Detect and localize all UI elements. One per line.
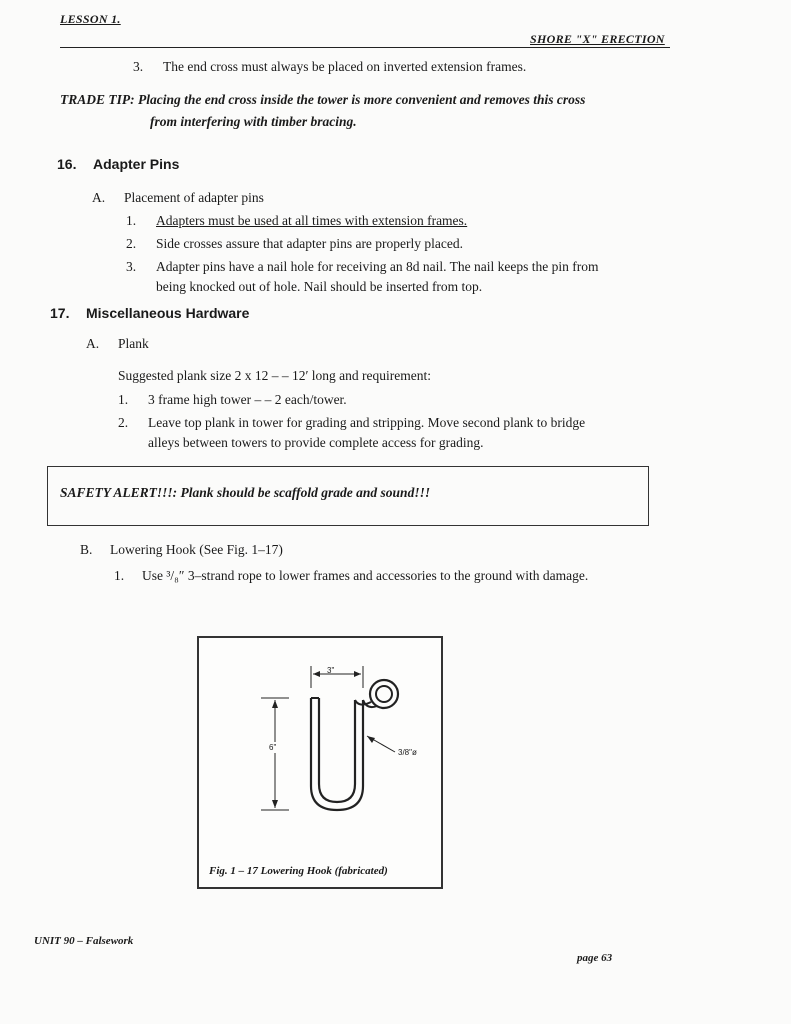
- section-b-letter: B.: [80, 542, 93, 557]
- section-16-title: Adapter Pins: [93, 156, 180, 172]
- figure-lowering-hook: [197, 636, 443, 889]
- item-num: 2.: [118, 415, 129, 430]
- dim-arrow: [354, 671, 361, 677]
- dim-arrow: [272, 700, 278, 708]
- section-17-title: Miscellaneous Hardware: [86, 305, 250, 321]
- section-b-title: Lowering Hook (See Fig. 1–17): [110, 542, 283, 557]
- trade-tip-label: TRADE TIP:: [60, 92, 135, 107]
- dim-rod-label: 3/8"ø: [398, 748, 417, 757]
- hook-eye-inner: [376, 686, 392, 702]
- header-rule: [60, 47, 670, 48]
- footer-unit: UNIT 90 – Falsework: [34, 935, 134, 947]
- trade-tip-text1: Placing the end cross inside the tower is more convenient and removes this cross: [138, 92, 586, 107]
- safety-alert-label: SAFETY ALERT!!!:: [60, 485, 178, 500]
- plank-intro: Suggested plank size 2 x 12 – – 12′ long and requirement:: [118, 368, 432, 383]
- list-item: [126, 236, 463, 252]
- trade-tip-line1: [60, 92, 585, 108]
- item-num: 2.: [126, 236, 137, 251]
- top-item-num: 3.: [133, 59, 144, 74]
- dim-arrow: [313, 671, 320, 677]
- chapter-header: SHORE "X" ERECTION: [530, 32, 665, 46]
- item-text: Adapter pins have a nail hole for receiving an 8d nail. The nail keeps the pin from: [156, 259, 599, 274]
- safety-alert: [60, 485, 430, 501]
- section-16-heading: [57, 156, 179, 172]
- section-16-sub-a-title: Placement of adapter pins: [124, 190, 264, 205]
- section-17-num: 17.: [50, 305, 70, 321]
- item-num: 1.: [118, 392, 129, 407]
- section-17-sub-a: [86, 336, 149, 352]
- section-b-heading: [80, 542, 283, 558]
- list-item: [126, 259, 598, 275]
- trade-tip-line2: from interfering with timber bracing.: [150, 114, 357, 129]
- item-text-cont: being knocked out of hole. Nail should be inserted from top.: [156, 279, 483, 294]
- lesson-header: LESSON 1.: [60, 12, 121, 26]
- section-17-sub-a-letter: A.: [86, 336, 100, 351]
- item-text: Use ³/₈″ 3–strand rope to lower frames and accessories to the ground with damage.: [142, 568, 589, 583]
- section-16-sub-a: [92, 190, 264, 206]
- safety-alert-box: [47, 466, 649, 526]
- safety-alert-text: Plank should be scaffold grade and sound!!!: [180, 485, 431, 500]
- list-item: [118, 392, 347, 408]
- section-16-num: 16.: [57, 156, 77, 172]
- section-16-sub-a-letter: A.: [92, 190, 106, 205]
- item-text: Adapters must be used at all times with extension frames.: [156, 213, 468, 228]
- item-num: 1.: [126, 213, 137, 228]
- dim-height-label: 6": [269, 743, 277, 752]
- top-item-text: The end cross must always be placed on inverted extension frames.: [163, 59, 527, 74]
- list-item: [126, 213, 467, 229]
- section-17-heading: [50, 305, 249, 321]
- item-num: 1.: [114, 568, 125, 583]
- dim-width-label: 3": [327, 666, 335, 675]
- list-item: [114, 568, 588, 584]
- item-text: Side crosses assure that adapter pins are properly placed.: [156, 236, 464, 251]
- item-text: 3 frame high tower – – 2 each/tower.: [148, 392, 347, 407]
- item-text: Leave top plank in tower for grading and stripping. Move second plank to bridge: [148, 415, 586, 430]
- dim-arrow: [367, 736, 375, 743]
- hook-eye-outer: [370, 680, 398, 708]
- hook-diagram: [199, 638, 441, 887]
- footer-page-number: page 63: [577, 952, 613, 964]
- top-item: [133, 59, 526, 75]
- hook-inner: [319, 698, 355, 802]
- item-text-cont: alleys between towers to provide complete access for grading.: [148, 435, 484, 450]
- section-17-sub-a-title: Plank: [118, 336, 149, 351]
- list-item: [118, 415, 585, 431]
- figure-caption: Fig. 1 – 17 Lowering Hook (fabricated): [209, 865, 388, 877]
- dim-arrow: [272, 800, 278, 808]
- item-num: 3.: [126, 259, 137, 274]
